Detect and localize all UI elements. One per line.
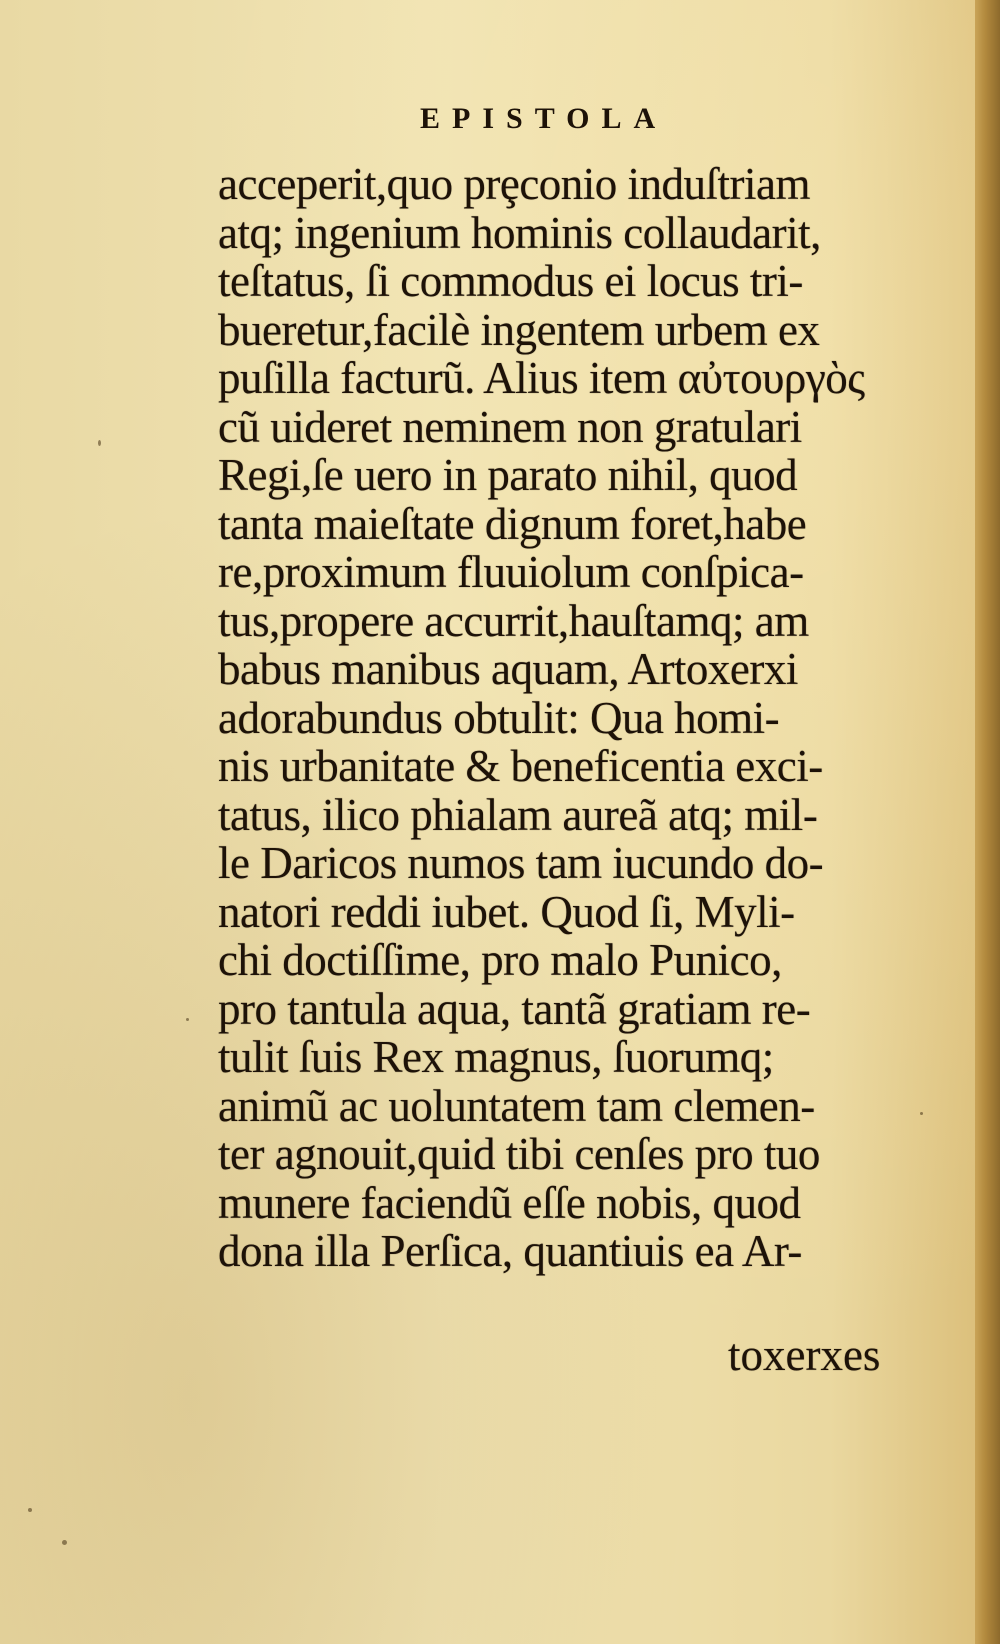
ink-speck [28,1508,32,1512]
text-line: adorabundus obtulit: Qua homi- [218,692,780,743]
text-line: cũ uideret neminem non gratulari [218,401,802,452]
text-line: munere faciendũ eſſe nobis, quod [218,1177,801,1228]
text-line: Regi,ſe uero in parato nihil, quod [218,450,798,500]
catchword: toxerxes [728,1330,881,1380]
bleed-through-text [220,1336,600,1376]
text-line: re,proximum fluuiolum conſpica- [218,547,804,597]
text-line: natori reddi iubet. Quod ſi, Myli- [218,886,795,937]
text-line: pro tantula aqua, tantã gratiam re- [218,983,811,1034]
page-edge [975,0,1000,1644]
ink-speck [62,1540,67,1545]
text-line: teſtatus, ſi commodus ei locus tri- [218,256,803,306]
running-head: EPISTOLA [420,102,668,135]
text-line: tulit ſuis Rex magnus, ſuorumq; [218,1032,774,1082]
text-line: le Daricos numos tam iucundo do- [218,838,824,888]
text-line: ter agnouit,quid tibi cenſes pro tuo [218,1129,820,1179]
ink-speck [186,1018,189,1021]
ink-speck [920,1112,923,1115]
text-line: babus manibus aquam, Artoxerxi [218,644,798,694]
text-line: dona illa Perſica, quantiuis ea Ar- [218,1226,802,1276]
text-line: atq; ingenium hominis collaudarit, [218,207,821,258]
text-line: puſilla facturũ. Alius item αὐτουργὸς [218,353,865,403]
text-line: tatus, ilico phialam aureã atq; mil- [218,789,818,840]
text-line: bueretur,facilè ingentem urbem ex [218,304,820,355]
text-line: tanta maieſtate dignum foret,habe [218,498,807,549]
text-line: nis urbanitate & beneficentia exci- [218,741,823,791]
text-line: chi doctiſſime, pro malo Punico, [218,935,782,985]
ink-speck [98,440,101,446]
text-line: acceperit,quo prȩconio induſtriam [218,159,811,209]
text-line: tus,propere accurrit,hauſtamq; am [218,595,809,646]
text-line: animũ ac uoluntatem tam clemen- [218,1080,815,1131]
body-text [218,160,928,1276]
